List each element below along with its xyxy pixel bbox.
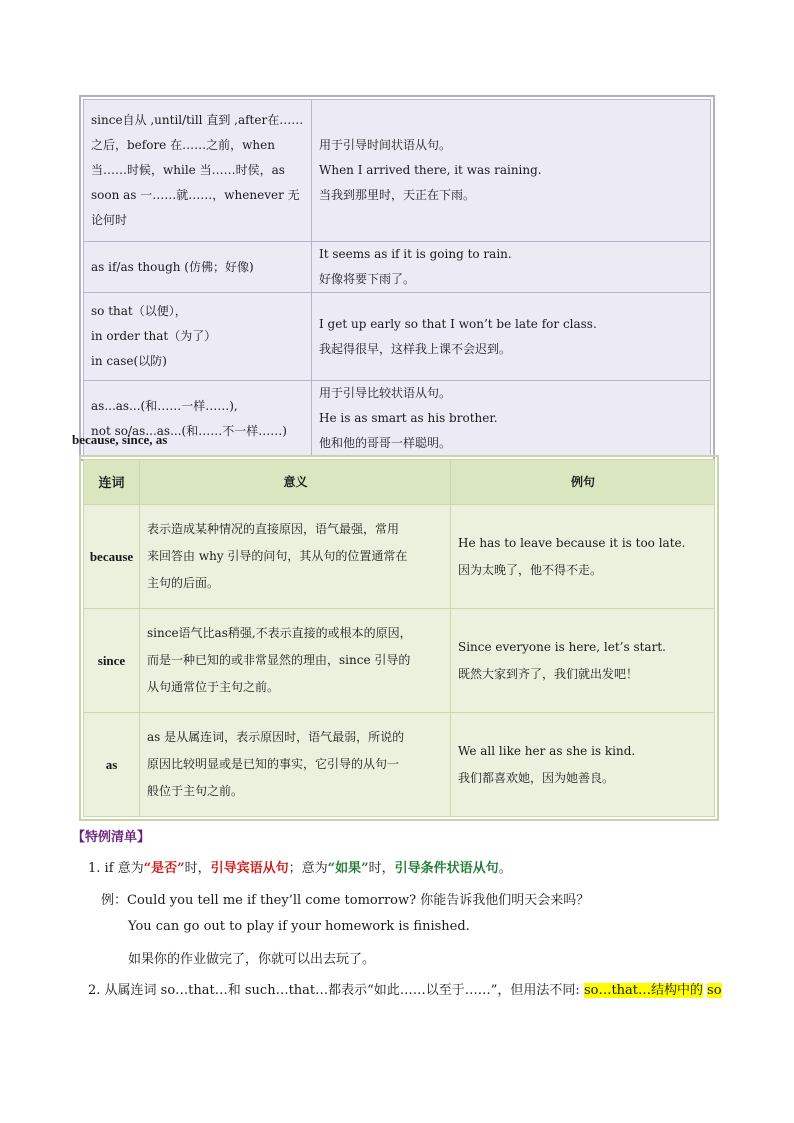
note2-highlight-a: so…that…结构中的: [583, 983, 704, 998]
table2-example-cell: [451, 505, 715, 609]
table2-example-line: He has to leave because it is too late.: [458, 535, 686, 550]
note1-object-clause: 引导宾语从句: [210, 861, 289, 876]
conjunction-table-2: [79, 455, 719, 821]
table2-meaning-cell: [140, 713, 451, 817]
subheading: because, since, as: [72, 432, 168, 447]
table1-usage-line: 好像将要下雨了。: [319, 272, 416, 286]
table1-row: [84, 242, 711, 293]
table2-word-cell: because: [84, 505, 140, 609]
table1-usage-line: 用于引导时间状语从句。: [319, 138, 452, 152]
note1-text-e: 。: [498, 861, 512, 876]
table2-header-example: 例句: [451, 460, 715, 505]
table1-usage-cell: [312, 100, 711, 242]
table1-conjunction-line: 当……时候，while 当……时侯，as: [91, 163, 285, 177]
table2-header-word: 连词: [84, 460, 140, 505]
table2-meaning-line: 主句的后面。: [147, 576, 220, 590]
example-line-1: [101, 889, 589, 908]
table2-meaning-line: 般位于主句之前。: [147, 784, 244, 798]
table2-meaning-line: 来回答由 why 引导的问句，其从句的位置通常在: [147, 549, 408, 563]
table1-usage-line: When I arrived there, it was raining.: [319, 163, 542, 177]
table1-usage-line: He is as smart as his brother.: [319, 411, 498, 425]
table1-usage-line: 用于引导比较状语从句。: [319, 386, 452, 400]
table2-row-because: [84, 505, 715, 609]
note1-conditional-clause: 引导条件状语从句: [394, 861, 499, 876]
table1-conjunction-line: as...as...(和……一样……),: [91, 398, 238, 413]
table2-row-as: [84, 713, 715, 817]
table1-conjunction-line: 之后，before 在……之前，when: [91, 138, 275, 152]
table2: [83, 459, 715, 817]
note1-quote-whether: “是否”: [143, 861, 185, 876]
note1-text-b: 时，: [184, 861, 211, 876]
table1: [83, 99, 711, 457]
table2-word-cell: as: [84, 713, 140, 817]
table2-example-line: We all like her as she is kind.: [458, 743, 636, 758]
table1-conjunction-line: soon as 一……就……，whenever 无: [91, 188, 300, 202]
example-line-2: You can go out to play if your homework is finished.: [128, 919, 470, 934]
table1-conjunctions-cell: [84, 100, 312, 242]
example-label: 例：: [101, 893, 128, 908]
table2-example-line: Since everyone is here, let’s start.: [458, 639, 666, 654]
note1-text-a: 1. if 意为: [88, 861, 144, 876]
table2-row-since: [84, 609, 715, 713]
table1-row: [84, 381, 711, 457]
note1-text-d: 时，: [368, 861, 395, 876]
note2-text: 2. 从属连词 so…that…和 such…that…都表示“如此……以至于……”，但用法不同:: [88, 983, 584, 998]
table1-usage-cell: [312, 293, 711, 381]
table2-meaning-line: 而是一种已知的或非常显然的理由，since 引导的: [147, 653, 411, 667]
table1-conjunctions-cell: [84, 242, 312, 293]
table2-meaning-line: as 是从属连词，表示原因时，语气最弱，所说的: [147, 730, 405, 744]
table2-example-line: 既然大家到齐了，我们就出发吧！: [458, 666, 639, 681]
table2-meaning-line: 表示造成某种情况的直接原因，语气最强，常用: [147, 522, 400, 536]
note-item-2: [88, 979, 722, 998]
table1-conjunction-line: 论何时: [91, 213, 128, 227]
conjunction-table-1: [79, 95, 715, 461]
table1-usage-line: 我起得很早，这样我上课不会迟到。: [319, 341, 512, 356]
table2-meaning-cell: [140, 609, 451, 713]
table2-meaning-cell: [140, 505, 451, 609]
table2-meaning-line: 从句通常位于主句之前。: [147, 680, 280, 694]
table1-usage-line: 当我到那里时，天正在下雨。: [319, 188, 476, 202]
table1-usage-line: It seems as if it is going to rain.: [319, 247, 512, 261]
table2-example-line: 我们都喜欢她，因为她善良。: [458, 770, 615, 785]
table1-conjunctions-cell: [84, 293, 312, 381]
table2-word-cell: since: [84, 609, 140, 713]
table2-header-row: [84, 460, 715, 505]
table1-conjunction-line: so that（以便），: [91, 304, 187, 318]
table2-example-cell: [451, 713, 715, 817]
table1-conjunction-line: since自从 ,until/till 直到 ,after在……: [91, 113, 304, 127]
table1-usage-cell: [312, 242, 711, 293]
table1-conjunction-line: in order that（为了）: [91, 329, 217, 343]
note1-text-c: ；意为: [288, 861, 328, 876]
table1-conjunction-line: not so/as...as...(和……不一样……): [91, 423, 287, 438]
table1-row: [84, 100, 711, 242]
example-line-3: 如果你的作业做完了，你就可以出去玩了。: [128, 952, 376, 967]
table2-header-meaning: 意义: [140, 460, 451, 505]
note2-highlight-b: so: [707, 983, 722, 998]
table2-example-line: 因为太晚了，他不得不走。: [458, 562, 603, 577]
table1-conjunction-line: as if/as though (仿佛；好像): [91, 259, 254, 274]
note-item-1: [88, 857, 512, 876]
table1-usage-line: 他和他的哥哥一样聪明。: [319, 436, 452, 450]
table2-example-cell: [451, 609, 715, 713]
table2-meaning-line: since语气比as稍强,不表示直接的或根本的原因，: [147, 626, 412, 640]
table1-usage-cell: [312, 381, 711, 457]
note1-quote-if: “如果”: [327, 861, 369, 876]
table2-meaning-line: 原因比较明显或是已知的事实，它引导的从句一: [147, 757, 400, 771]
notes-title: 【特例清单】: [72, 830, 151, 845]
example-1: Could you tell me if they’ll come tomorrow? 你能告诉我他们明天会来吗？: [127, 893, 590, 908]
table1-row: [84, 293, 711, 381]
table1-conjunction-line: in case(以防): [91, 354, 167, 368]
table1-usage-line: I get up early so that I won’t be late for class.: [319, 316, 597, 331]
